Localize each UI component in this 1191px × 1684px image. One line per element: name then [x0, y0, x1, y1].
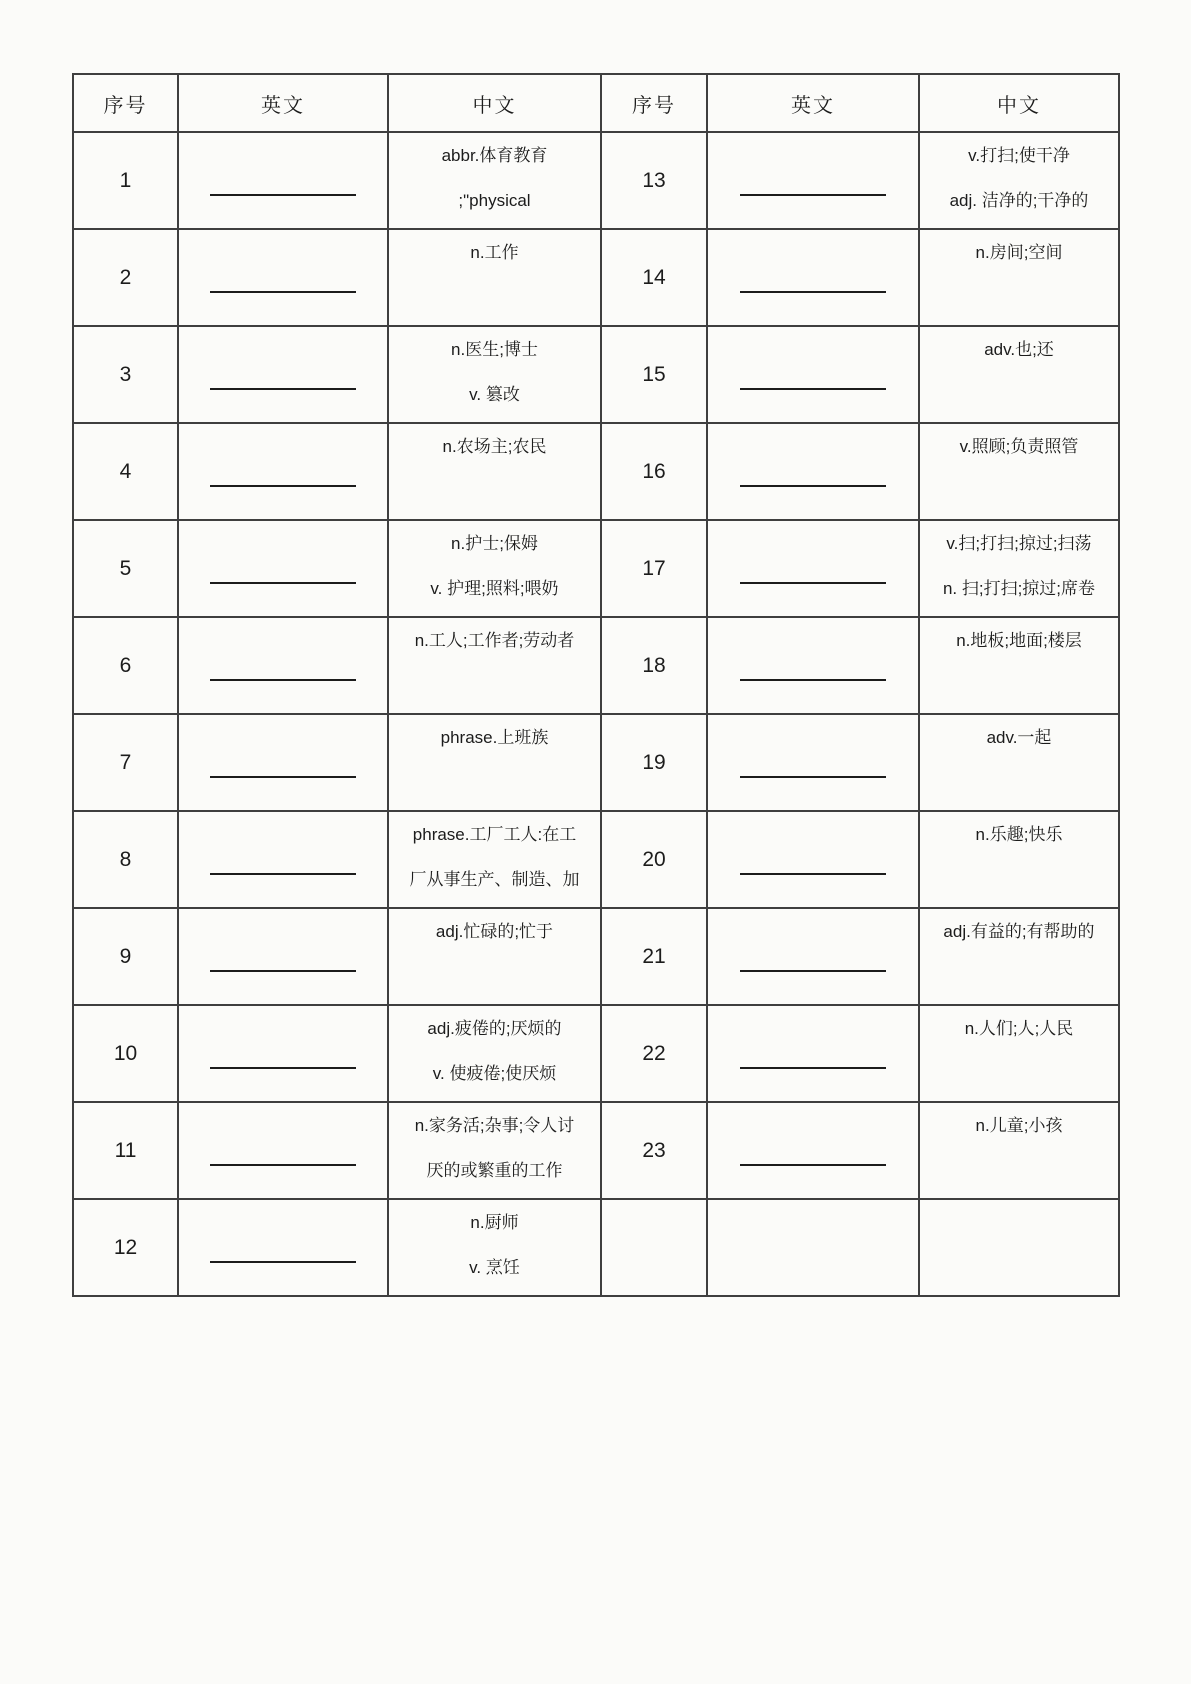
english-blank-cell-right: [707, 1005, 919, 1102]
table-row: [73, 908, 1119, 1005]
header-row: [73, 74, 1119, 132]
chinese-meaning-cell-left: [388, 423, 601, 520]
chinese-meaning-cell-right: [919, 908, 1119, 1005]
english-blank-cell-left: [178, 520, 388, 617]
answer-blank-line: [210, 291, 356, 293]
answer-blank-line: [210, 194, 356, 196]
chinese-line: n.工作: [470, 243, 519, 262]
english-blank-cell-right: [707, 423, 919, 520]
index-cell-left: 5: [73, 520, 178, 617]
english-blank-cell-left: [178, 1102, 388, 1199]
chinese-line: adv.一起: [986, 728, 1052, 747]
chinese-meaning-cell-right: [919, 811, 1119, 908]
answer-blank-line: [210, 582, 356, 584]
table-row: [73, 811, 1119, 908]
index-cell-left: 3: [73, 326, 178, 423]
index-cell-left: 12: [73, 1199, 178, 1296]
answer-blank-line: [210, 485, 356, 487]
chinese-meaning-cell-left: [388, 326, 601, 423]
chinese-line: abbr.体育教育: [441, 146, 548, 165]
index-cell-right: 18: [601, 617, 707, 714]
chinese-line: v. 烹饪: [469, 1258, 520, 1277]
empty-cell: [919, 1199, 1119, 1296]
chinese-line: n.工人;工作者;劳动者: [414, 631, 575, 650]
answer-blank-line: [740, 679, 886, 681]
index-cell-left: 7: [73, 714, 178, 811]
english-blank-cell-right: [707, 714, 919, 811]
english-blank-cell-left: [178, 132, 388, 229]
index-cell-left: 6: [73, 617, 178, 714]
index-cell-right: 21: [601, 908, 707, 1005]
answer-blank-line: [740, 291, 886, 293]
answer-blank-line: [740, 776, 886, 778]
chinese-meaning-cell-right: [919, 423, 1119, 520]
chinese-meaning-cell-left: [388, 1102, 601, 1199]
answer-blank-line: [740, 873, 886, 875]
chinese-meaning-cell-right: [919, 229, 1119, 326]
english-blank-cell-left: [178, 423, 388, 520]
english-blank-cell-right: [707, 520, 919, 617]
index-cell-right: 13: [601, 132, 707, 229]
chinese-meaning-cell-left: [388, 908, 601, 1005]
chinese-line: n.医生;博士: [451, 340, 538, 359]
chinese-line: v.扫;打扫;掠过;扫荡: [946, 534, 1092, 553]
chinese-line: adj.有益的;有帮助的: [943, 922, 1095, 941]
english-blank-cell-left: [178, 1005, 388, 1102]
empty-cell: [707, 1199, 919, 1296]
chinese-line: 厂从事生产、制造、加: [409, 870, 580, 889]
english-blank-cell-left: [178, 617, 388, 714]
chinese-line: adj.疲倦的;厌烦的: [427, 1019, 562, 1038]
chinese-meaning-cell-left: [388, 811, 601, 908]
chinese-meaning-cell-left: [388, 520, 601, 617]
chinese-line: v. 使疲倦;使厌烦: [432, 1064, 557, 1083]
table-row: [73, 132, 1119, 229]
english-blank-cell-left: [178, 229, 388, 326]
chinese-line: n. 扫;打扫;掠过;席卷: [942, 579, 1096, 598]
index-cell-right: 22: [601, 1005, 707, 1102]
answer-blank-line: [210, 1164, 356, 1166]
answer-blank-line: [740, 1067, 886, 1069]
english-blank-cell-left: [178, 908, 388, 1005]
chinese-meaning-cell-right: [919, 1102, 1119, 1199]
index-cell-right: 20: [601, 811, 707, 908]
chinese-line: phrase.上班族: [440, 728, 549, 747]
table-row: [73, 229, 1119, 326]
chinese-line: n.乐趣;快乐: [975, 825, 1063, 844]
english-blank-cell-right: [707, 326, 919, 423]
english-blank-cell-left: [178, 1199, 388, 1296]
english-blank-cell-right: [707, 811, 919, 908]
table-row: [73, 1102, 1119, 1199]
chinese-meaning-cell-left: [388, 1005, 601, 1102]
header-chinese-right: 中文: [919, 74, 1119, 132]
index-cell-right: 19: [601, 714, 707, 811]
header-english-right: 英文: [707, 74, 919, 132]
chinese-meaning-cell-right: [919, 520, 1119, 617]
chinese-line: adj. 洁净的;干净的: [949, 191, 1089, 210]
header-number-right: 序号: [601, 74, 707, 132]
answer-blank-line: [210, 388, 356, 390]
english-blank-cell-left: [178, 326, 388, 423]
chinese-meaning-cell-left: [388, 229, 601, 326]
chinese-meaning-cell-left: [388, 714, 601, 811]
chinese-line: n.儿童;小孩: [975, 1116, 1063, 1135]
answer-blank-line: [210, 1261, 356, 1263]
header-number-left: 序号: [73, 74, 178, 132]
index-cell-left: 10: [73, 1005, 178, 1102]
answer-blank-line: [740, 1164, 886, 1166]
answer-blank-line: [740, 970, 886, 972]
header-english-left: 英文: [178, 74, 388, 132]
chinese-line: n.人们;人;人民: [964, 1019, 1074, 1038]
index-cell-left: 4: [73, 423, 178, 520]
index-cell-right: 17: [601, 520, 707, 617]
answer-blank-line: [210, 679, 356, 681]
chinese-line: v. 篡改: [469, 385, 520, 404]
table-row: [73, 1199, 1119, 1296]
chinese-line: 厌的或繁重的工作: [426, 1161, 563, 1180]
chinese-meaning-cell-left: [388, 1199, 601, 1296]
chinese-meaning-cell-right: [919, 132, 1119, 229]
answer-blank-line: [740, 582, 886, 584]
chinese-line: n.护士;保姆: [451, 534, 538, 553]
chinese-meaning-cell-left: [388, 617, 601, 714]
chinese-meaning-cell-right: [919, 1005, 1119, 1102]
chinese-meaning-cell-right: [919, 714, 1119, 811]
chinese-meaning-cell-left: [388, 132, 601, 229]
chinese-line: n.厨师: [470, 1213, 519, 1232]
chinese-line: adv.也;还: [984, 340, 1054, 359]
english-blank-cell-left: [178, 714, 388, 811]
chinese-line: v.打扫;使干净: [968, 146, 1070, 165]
english-blank-cell-right: [707, 617, 919, 714]
index-cell-right: 14: [601, 229, 707, 326]
index-cell-left: 8: [73, 811, 178, 908]
chinese-line: n.地板;地面;楼层: [956, 631, 1082, 650]
english-blank-cell-right: [707, 1102, 919, 1199]
english-blank-cell-right: [707, 908, 919, 1005]
chinese-meaning-cell-right: [919, 617, 1119, 714]
english-blank-cell-left: [178, 811, 388, 908]
chinese-line: n.农场主;农民: [442, 437, 547, 456]
chinese-line: n.家务活;杂事;令人讨: [414, 1116, 575, 1135]
empty-cell: [601, 1199, 707, 1296]
answer-blank-line: [210, 873, 356, 875]
index-cell-left: 11: [73, 1102, 178, 1199]
index-cell-left: 1: [73, 132, 178, 229]
table-row: [73, 617, 1119, 714]
table-row: [73, 423, 1119, 520]
header-chinese-left: 中文: [388, 74, 601, 132]
english-blank-cell-right: [707, 132, 919, 229]
chinese-line: ;"physical: [458, 191, 531, 210]
answer-blank-line: [740, 388, 886, 390]
vocab-table: [72, 73, 1120, 1297]
answer-blank-line: [740, 485, 886, 487]
chinese-line: n.房间;空间: [975, 243, 1063, 262]
chinese-line: v.照顾;负责照管: [959, 437, 1079, 456]
index-cell-right: 23: [601, 1102, 707, 1199]
table-row: [73, 520, 1119, 617]
english-blank-cell-right: [707, 229, 919, 326]
chinese-meaning-cell-right: [919, 326, 1119, 423]
index-cell-left: 2: [73, 229, 178, 326]
index-cell-right: 15: [601, 326, 707, 423]
index-cell-right: 16: [601, 423, 707, 520]
answer-blank-line: [740, 194, 886, 196]
table-row: [73, 326, 1119, 423]
chinese-line: v. 护理;照料;喂奶: [430, 579, 559, 598]
answer-blank-line: [210, 776, 356, 778]
table-row: [73, 714, 1119, 811]
table-row: [73, 1005, 1119, 1102]
answer-blank-line: [210, 1067, 356, 1069]
chinese-line: adj.忙碌的;忙于: [435, 922, 554, 941]
index-cell-left: 9: [73, 908, 178, 1005]
chinese-line: phrase.工厂工人:在工: [412, 825, 577, 844]
answer-blank-line: [210, 970, 356, 972]
